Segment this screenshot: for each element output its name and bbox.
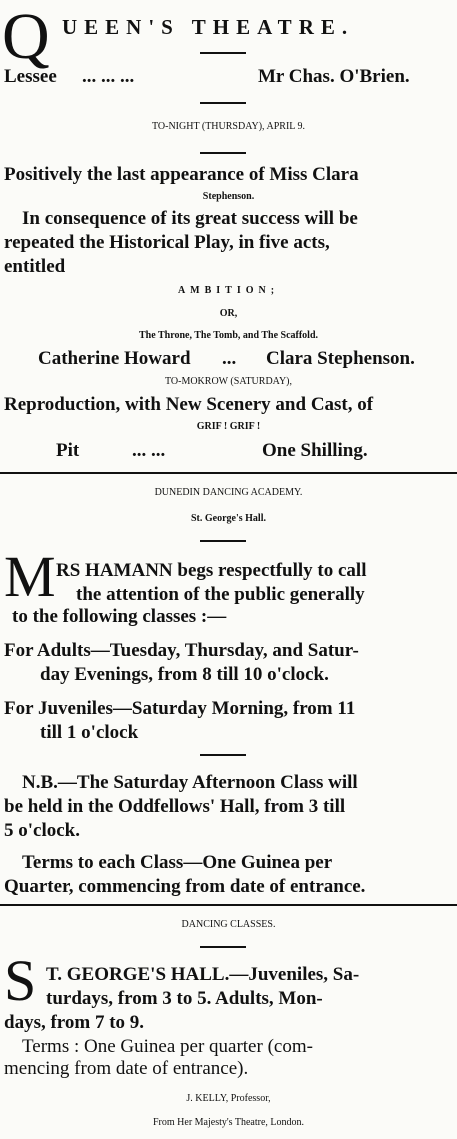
performance-date: TO-NIGHT (THURSDAY), APRIL 9. [151,121,306,132]
classes-title: DANCING CLASSES. [181,919,276,930]
drop-cap-q: Q [2,0,50,73]
tomorrow-heading: TO-MOKROW (SATURDAY), [164,376,293,387]
divider-dash [200,102,246,104]
adults-line2: day Evenings, from 8 till 10 o'clock. [40,664,329,685]
last-appearance-line2: Stephenson. [202,191,255,202]
academy-intro-line1: RS HAMANN begs respectfully to call [56,560,367,581]
classes-terms-line2: mencing from date of entrance). [4,1058,249,1079]
lessee-label: Lessee [4,66,57,87]
last-appearance-line1: Positively the last appearance of Miss Clara [4,164,359,185]
divider-dash [200,152,246,154]
divider-dash [200,754,246,756]
lessee-name: Mr Chas. O'Brien. [258,66,410,87]
section-rule [0,472,457,474]
nb-line3: 5 o'clock. [4,820,80,841]
academy-intro-line2: the attention of the public generally [76,584,365,605]
cast-actor: Clara Stephenson. [266,348,415,369]
drop-cap-s: S [4,948,37,1013]
terms-line1: Terms to each Class—One Guinea per [22,852,333,873]
grif-title: GRIF ! GRIF ! [196,421,261,432]
adults-line1: For Adults—Tuesday, Thursday, and Satur- [4,640,359,661]
divider-dash [200,540,246,542]
classes-line2: turdays, from 3 to 5. Adults, Mon- [46,988,323,1009]
professor-signature: J. KELLY, Professor, [186,1093,271,1104]
nb-line1: N.B.—The Saturday Afternoon Class will [22,772,358,793]
juveniles-line2: till 1 o'clock [40,722,139,743]
classes-terms-line1: Terms : One Guinea per quarter (com- [22,1036,313,1057]
play-or: OR, [219,308,238,319]
classes-line1: T. GEORGE'S HALL.—Juveniles, Sa- [46,964,360,985]
academy-intro-line3: to the following classes :— [12,606,227,627]
repeat-notice-line1: In consequence of its great success will be [22,208,358,229]
nb-line2: be held in the Oddfellows' Hall, from 3 till [4,796,346,817]
repeat-notice-line2: repeated the Historical Play, in five acts, [4,232,330,253]
juveniles-line1: For Juveniles—Saturday Morning, from 11 [4,698,356,719]
divider-dash [200,52,246,54]
lessee-dots: ... ... ... [82,66,135,87]
drop-cap-m: M [4,544,56,609]
classes-line3: days, from 7 to 9. [4,1012,145,1033]
academy-venue: St. George's Hall. [191,513,266,524]
reproduction-line: Reproduction, with New Scenery and Cast, of [4,394,374,415]
academy-title: DUNEDIN DANCING ACADEMY. [154,487,303,498]
cast-dots: ... [222,348,237,369]
pit-price: One Shilling. [262,440,368,461]
cast-role: Catherine Howard [38,348,191,369]
play-title: AMBITION; [177,285,280,296]
pit-dots: ... ... [132,440,166,461]
terms-line2: Quarter, commencing from date of entrance. [4,876,366,897]
section-rule [0,904,457,906]
pit-label: Pit [56,440,80,461]
play-subtitle: The Throne, The Tomb, and The Scaffold. [138,330,319,341]
theatre-title: UEEN'S THEATRE. [62,15,355,39]
divider-dash [200,946,246,948]
professor-origin: From Her Majesty's Theatre, London. [152,1117,305,1128]
repeat-notice-line3: entitled [4,256,66,277]
